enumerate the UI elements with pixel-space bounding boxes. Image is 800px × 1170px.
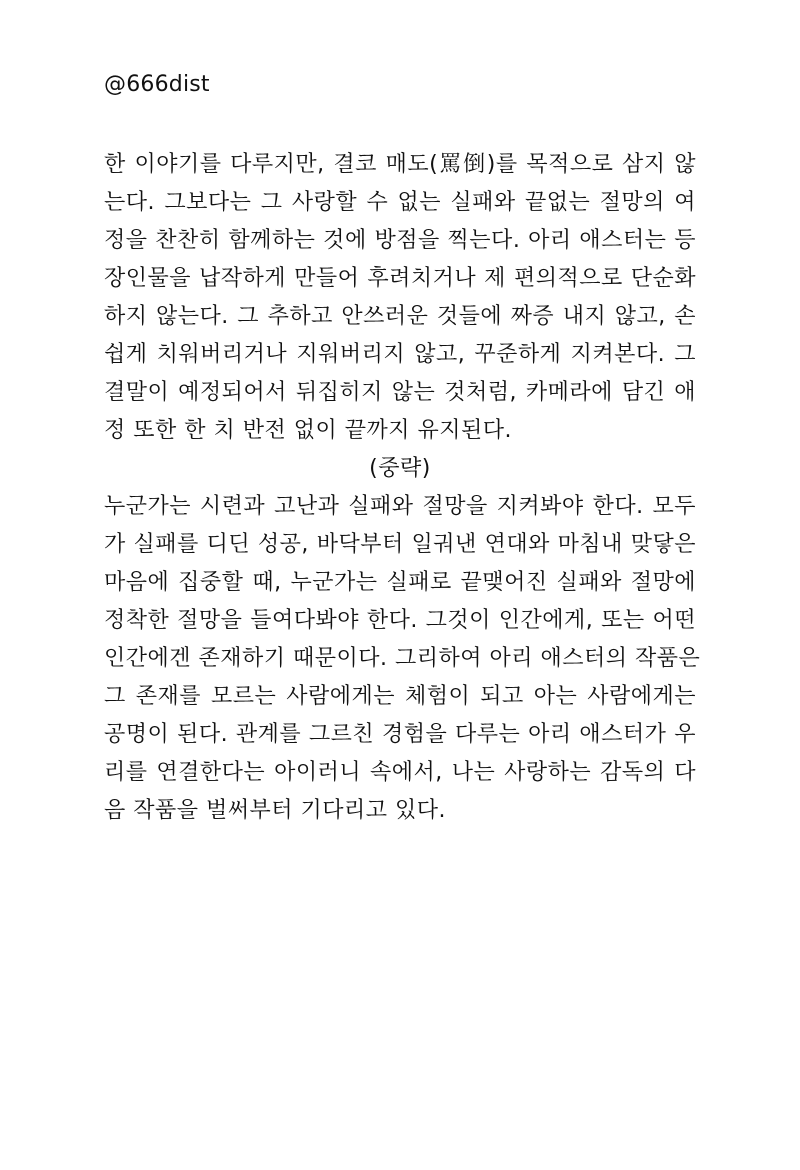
text-line: 정을 찬찬히 함께하는 것에 방점을 찍는다. 아리 애스터는 등 xyxy=(104,228,696,253)
text-line: 정 또한 한 치 반전 없이 끝까지 유지된다. xyxy=(104,418,512,443)
paragraph-1 xyxy=(104,146,696,450)
omission-marker: (중략) xyxy=(369,456,431,481)
text-line: 는다. 그보다는 그 사랑할 수 없는 실패와 끝없는 절망의 여 xyxy=(104,190,696,215)
text-line: 음 작품을 벌써부터 기다리고 있다. xyxy=(104,798,446,823)
text-line: 마음에 집중할 때, 누군가는 실패로 끝맺어진 실패와 절망에 xyxy=(104,570,696,595)
text-line: 한 이야기를 다루지만, 결코 매도(罵倒)를 목적으로 삼지 않 xyxy=(104,152,696,177)
text-line: 하지 않는다. 그 추하고 안쓰러운 것들에 짜증 내지 않고, 손 xyxy=(104,304,696,329)
text-line: 가 실패를 디딘 성공, 바닥부터 일궈낸 연대와 마침내 맞닿은 xyxy=(104,532,696,557)
paragraph-2 xyxy=(104,488,701,830)
text-line: 공명이 된다. 관계를 그르친 경험을 다루는 아리 애스터가 우 xyxy=(104,722,696,747)
text-line: 결말이 예정되어서 뒤집히지 않는 것처럼, 카메라에 담긴 애 xyxy=(104,380,696,405)
author-handle: @666dist xyxy=(104,72,210,97)
body-text xyxy=(104,146,701,830)
text-line: 그 존재를 모르는 사람에게는 체험이 되고 아는 사람에게는 xyxy=(104,684,696,709)
text-line: 정착한 절망을 들여다봐야 한다. 그것이 인간에게, 또는 어떤 xyxy=(104,608,696,633)
text-line: 장인물을 납작하게 만들어 후려치거나 제 편의적으로 단순화 xyxy=(104,266,696,291)
text-line: 누군가는 시련과 고난과 실패와 절망을 지켜봐야 한다. 모두 xyxy=(104,494,696,519)
text-line: 쉽게 치워버리거나 지워버리지 않고, 꾸준하게 지켜본다. 그 xyxy=(104,342,696,367)
text-line: 리를 연결한다는 아이러니 속에서, 나는 사랑하는 감독의 다 xyxy=(104,760,696,785)
text-line: 인간에겐 존재하기 때문이다. 그리하여 아리 애스터의 작품은 xyxy=(104,646,701,671)
